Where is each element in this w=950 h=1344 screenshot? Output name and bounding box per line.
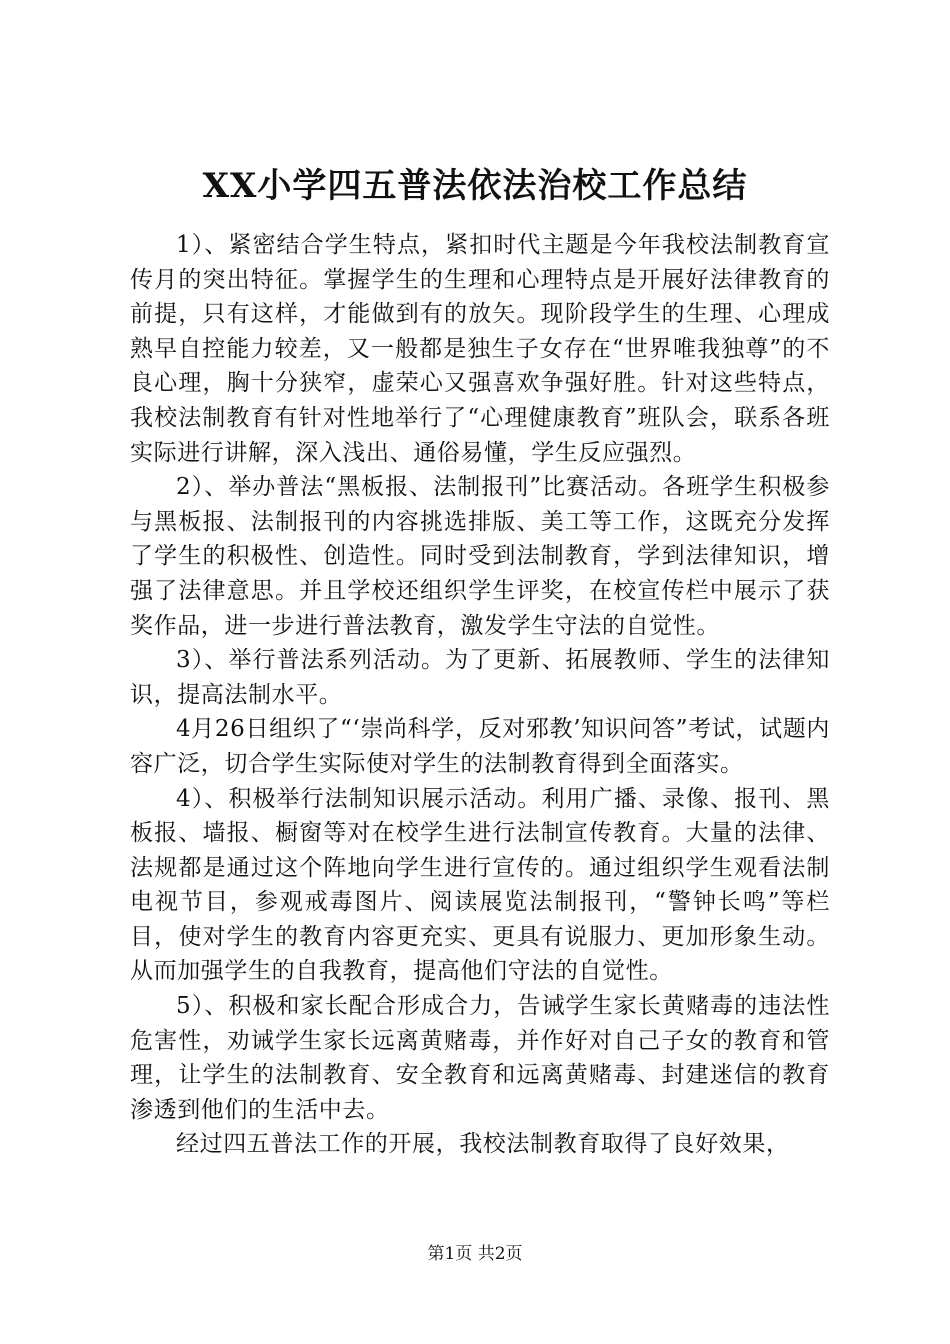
paragraph-1: 1）、紧密结合学生特点，紧扣时代主题是今年我校法制教育宣传月的突出特征。掌握学生的生理和心理特点是开展好法律教育的前提，只有这样，才能做到有的放矢。现阶段学生的生理、心理成熟早自控能力较差，又一般都是独生子女存在“世界唯我独尊”的不良心理，胸十分狭窄，虚荣心又强喜欢争强好胜。针对这些特点，我校法制教育有针对性地举行了“心理健康教育”班队会，联系各班实际进行讲解，深入浅出、通俗易懂，学生反应强烈。 [130,232,830,466]
document-body [130,228,830,1162]
document-title: XX小学四五普法依法治校工作总结 [202,166,748,206]
paragraph-4: 4月26日组织了“‘崇尚科学，反对邪教’知识问答”考试，试题内容广泛，切合学生实际使对学生的法制教育得到全面落实。 [130,716,830,777]
paragraph-6: 5）、积极和家长配合形成合力，告诫学生家长黄赌毒的违法性危害性，劝诫学生家长远离黄赌毒，并作好对自己子女的教育和管理，让学生的法制教育、安全教育和远离黄赌毒、封建迷信的教育渗透到他们的生活中去。 [130,993,830,1123]
paragraph-7: 经过四五普法工作的开展，我校法制教育取得了良好效果， [176,1131,790,1158]
paragraph-3: 3）、举行普法系列活动。为了更新、拓展教师、学生的法律知识，提高法制水平。 [130,647,830,708]
paragraph-2: 2）、举办普法“黑板报、法制报刊”比赛活动。各班学生积极参与黑板报、法制报刊的内容挑选排版、美工等工作，这既充分发挥了学生的积极性、创造性。同时受到法制教育，学到法律知识，增强了法律意思。并且学校还组织学生评奖，在校宣传栏中展示了获奖作品，进一步进行普法教育，激发学生守法的自觉性。 [130,474,830,639]
page-number-footer: 第1页 共2页 [427,1244,523,1264]
paragraph-5: 4）、积极举行法制知识展示活动。利用广播、录像、报刊、黑板报、墙报、橱窗等对在校学生进行法制宣传教育。大量的法律、法规都是通过这个阵地向学生进行宣传的。通过组织学生观看法制电视节目，参观戒毒图片、阅读展览法制报刊，“警钟长鸣”等栏目，使对学生的教育内容更充实、更具有说服力、更加形象生动。从而加强学生的自我教育，提高他们守法的自觉性。 [130,785,830,985]
